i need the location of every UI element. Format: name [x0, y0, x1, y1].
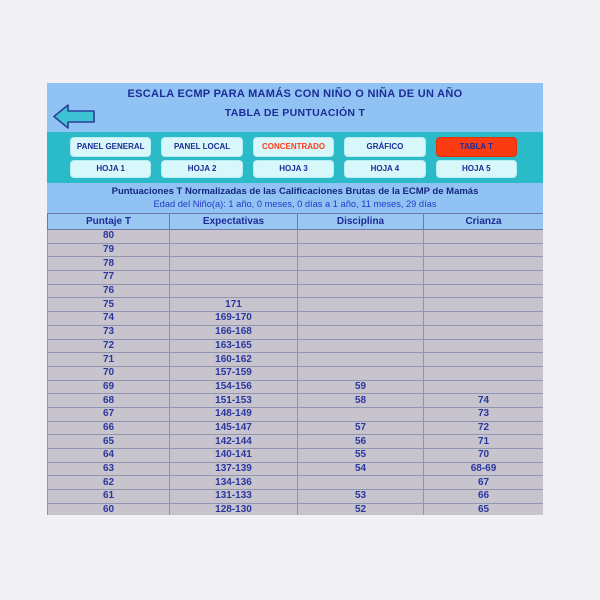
nav-row-2: [70, 160, 517, 178]
table-cell: [170, 230, 298, 244]
table-cell: [298, 243, 424, 257]
table-cell: 78: [48, 257, 170, 271]
table-cell: 59: [298, 380, 424, 394]
table-cell: 56: [298, 435, 424, 449]
table-cell: 58: [298, 394, 424, 408]
table-row: [48, 325, 544, 339]
table-cell: 79: [48, 243, 170, 257]
table-row: [48, 503, 544, 515]
nav-button-hoja-5[interactable]: HOJA 5: [436, 160, 517, 178]
nav-button-grafico[interactable]: GRÁFICO: [344, 137, 425, 157]
table-cell: 65: [48, 435, 170, 449]
table-cell: [424, 243, 544, 257]
table-cell: 74: [424, 394, 544, 408]
table-cell: 145-147: [170, 421, 298, 435]
table-cell: [424, 366, 544, 380]
table-row: [48, 298, 544, 312]
table-cell: 63: [48, 462, 170, 476]
table-header-row: [48, 214, 544, 230]
table-cell: [298, 407, 424, 421]
table-cell: 62: [48, 476, 170, 490]
table-cell: 73: [48, 325, 170, 339]
table-cell: [424, 325, 544, 339]
table-cell: 72: [48, 339, 170, 353]
table-row: [48, 366, 544, 380]
table-cell: 171: [170, 298, 298, 312]
table-cell: 148-149: [170, 407, 298, 421]
table-row: [48, 490, 544, 504]
table-cell: 70: [48, 366, 170, 380]
table-cell: 169-170: [170, 312, 298, 326]
table-body: [48, 230, 544, 516]
table-title: Puntuaciones T Normalizadas de las Calificaciones Brutas de la ECMP de Mamás: [111, 186, 479, 197]
table-cell: 71: [424, 435, 544, 449]
table-row: [48, 243, 544, 257]
table-row: [48, 230, 544, 244]
table-cell: 71: [48, 353, 170, 367]
nav-button-hoja-1[interactable]: HOJA 1: [70, 160, 151, 178]
table-cell: 65: [424, 503, 544, 515]
t-score-table: [47, 213, 543, 515]
table-info-band: [47, 183, 543, 213]
table-cell: [298, 230, 424, 244]
table-cell: [298, 257, 424, 271]
table-cell: 142-144: [170, 435, 298, 449]
table-cell: 57: [298, 421, 424, 435]
nav-button-panel-local[interactable]: PANEL LOCAL: [161, 137, 242, 157]
nav-button-panel-general[interactable]: PANEL GENERAL: [70, 137, 151, 157]
table-cell: [424, 353, 544, 367]
column-header-disciplina: Disciplina: [298, 214, 424, 230]
table-cell: 52: [298, 503, 424, 515]
table-cell: 137-139: [170, 462, 298, 476]
back-arrow-icon[interactable]: [52, 103, 96, 130]
table-cell: 154-156: [170, 380, 298, 394]
table-cell: 77: [48, 271, 170, 285]
table-cell: [298, 312, 424, 326]
table-row: [48, 394, 544, 408]
table-cell: 66: [48, 421, 170, 435]
table-cell: 60: [48, 503, 170, 515]
table-row: [48, 353, 544, 367]
page-subtitle: TABLA DE PUNTUACIÓN T: [224, 107, 366, 119]
table-row: [48, 435, 544, 449]
table-cell: 55: [298, 449, 424, 463]
worksheet: [47, 83, 543, 515]
table-cell: [424, 271, 544, 285]
table-cell: 72: [424, 421, 544, 435]
table-cell: 131-133: [170, 490, 298, 504]
table-cell: [424, 339, 544, 353]
age-range-label: Edad del Niño(a): 1 año, 0 meses, 0 días a 1 año, 11 meses, 29 días: [153, 199, 437, 209]
column-header-crianza: Crianza: [424, 214, 544, 230]
table-cell: 61: [48, 490, 170, 504]
table-cell: 151-153: [170, 394, 298, 408]
page-title: ESCALA ECMP PARA MAMÁS CON NIÑO O NIÑA DE UN AÑO: [127, 88, 463, 100]
table-cell: [298, 325, 424, 339]
table-row: [48, 421, 544, 435]
table-cell: [298, 476, 424, 490]
nav-row-1: [70, 137, 517, 157]
table-cell: 75: [48, 298, 170, 312]
table-cell: [424, 312, 544, 326]
nav-button-hoja-4[interactable]: HOJA 4: [344, 160, 425, 178]
table-cell: [298, 284, 424, 298]
table-cell: [298, 339, 424, 353]
table-row: [48, 462, 544, 476]
table-cell: [424, 380, 544, 394]
table-cell: [170, 284, 298, 298]
table-cell: [424, 230, 544, 244]
table-cell: 76: [48, 284, 170, 298]
table-cell: 64: [48, 449, 170, 463]
table-cell: 70: [424, 449, 544, 463]
table-cell: [170, 271, 298, 285]
table-cell: 160-162: [170, 353, 298, 367]
table-row: [48, 271, 544, 285]
table-row: [48, 312, 544, 326]
table-cell: 53: [298, 490, 424, 504]
nav-band: [47, 132, 543, 183]
table-cell: [424, 257, 544, 271]
nav-button-hoja-3[interactable]: HOJA 3: [253, 160, 334, 178]
table-cell: 68-69: [424, 462, 544, 476]
table-cell: [170, 257, 298, 271]
table-cell: 134-136: [170, 476, 298, 490]
table-cell: 67: [48, 407, 170, 421]
table-cell: 68: [48, 394, 170, 408]
table-cell: [424, 284, 544, 298]
table-row: [48, 257, 544, 271]
table-cell: 73: [424, 407, 544, 421]
table-cell: 128-130: [170, 503, 298, 515]
table-cell: [170, 243, 298, 257]
column-header-puntaje-t: Puntaje T: [48, 214, 170, 230]
table-row: [48, 339, 544, 353]
sheet-header: [47, 83, 543, 132]
table-cell: 157-159: [170, 366, 298, 380]
table-row: [48, 476, 544, 490]
nav-button-tabla-t[interactable]: TABLA T: [436, 137, 517, 157]
table-cell: 140-141: [170, 449, 298, 463]
table-cell: 67: [424, 476, 544, 490]
table-cell: [298, 271, 424, 285]
table-cell: [424, 298, 544, 312]
table-cell: [298, 298, 424, 312]
table-cell: 163-165: [170, 339, 298, 353]
column-header-expectativas: Expectativas: [170, 214, 298, 230]
table-cell: 69: [48, 380, 170, 394]
table-row: [48, 284, 544, 298]
table-cell: [298, 366, 424, 380]
table-cell: [298, 353, 424, 367]
table-cell: 66: [424, 490, 544, 504]
table-row: [48, 407, 544, 421]
nav-button-hoja-2[interactable]: HOJA 2: [161, 160, 242, 178]
table-cell: 54: [298, 462, 424, 476]
nav-button-concentrado[interactable]: CONCENTRADO: [253, 137, 334, 157]
table-cell: 80: [48, 230, 170, 244]
table-row: [48, 380, 544, 394]
table-cell: 74: [48, 312, 170, 326]
table-cell: 166-168: [170, 325, 298, 339]
table-row: [48, 449, 544, 463]
